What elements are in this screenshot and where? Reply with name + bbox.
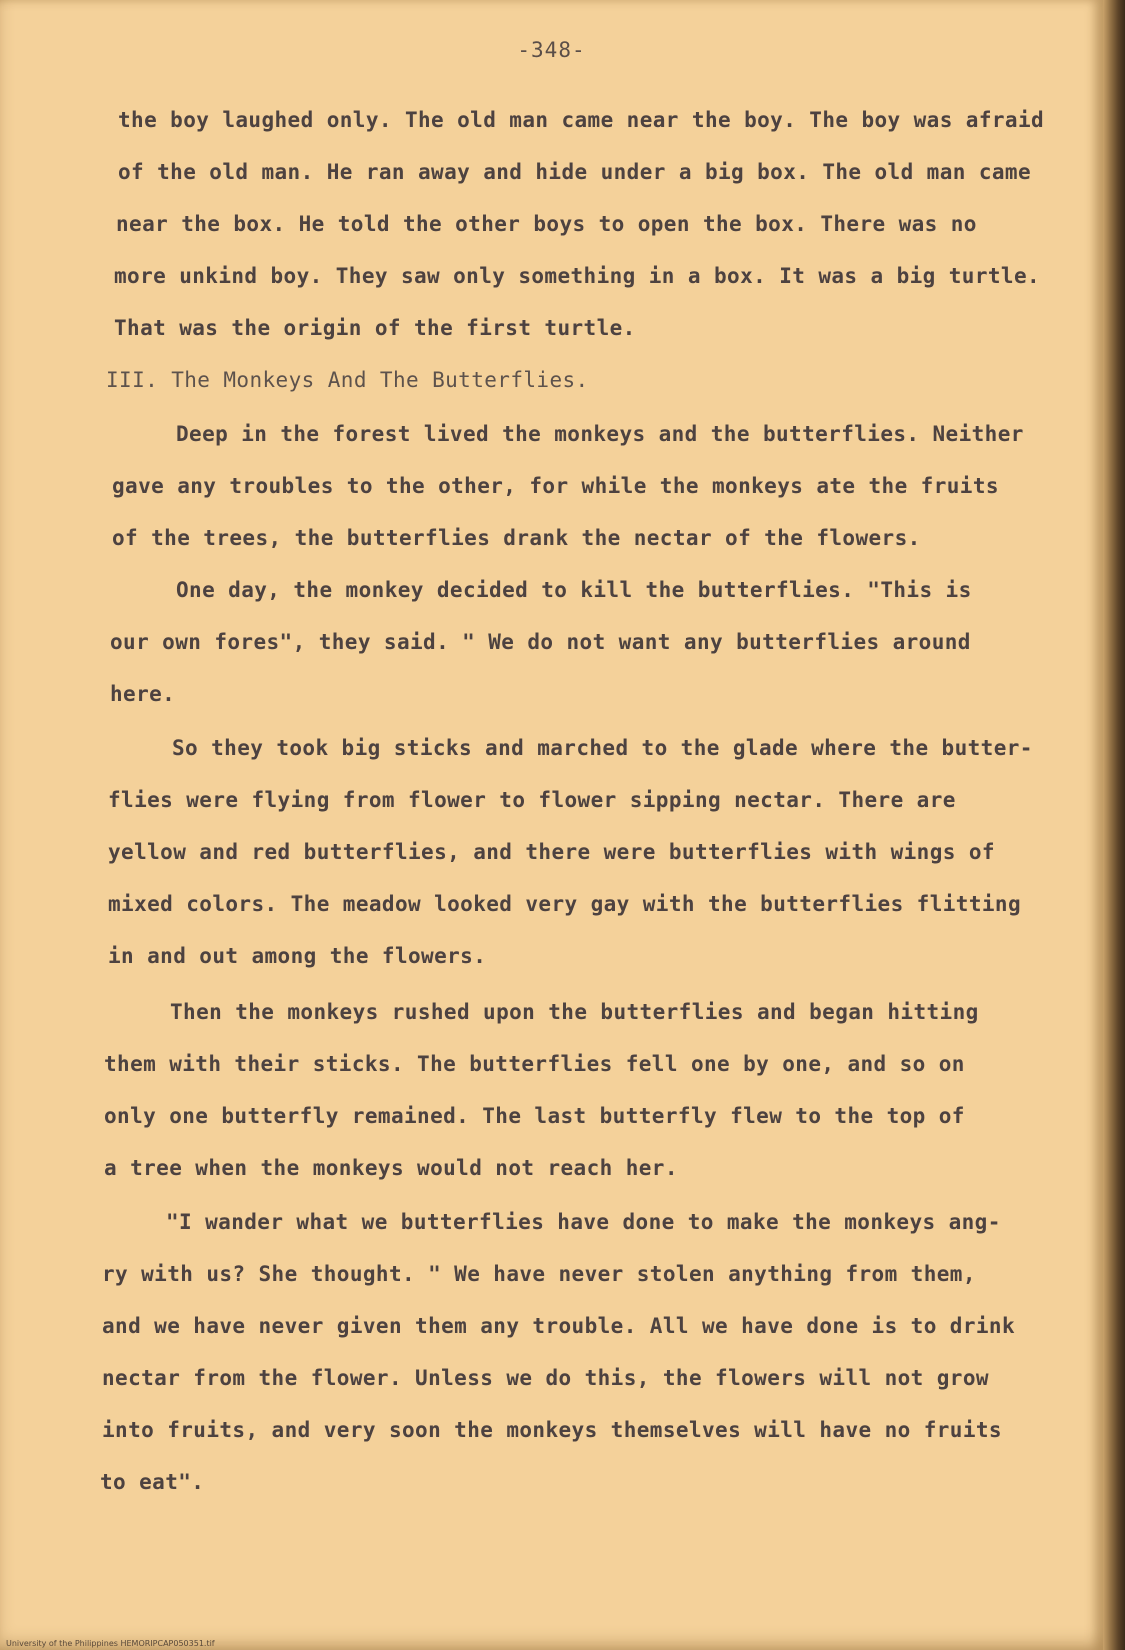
text-line: So they took big sticks and marched to the glade where the butter- xyxy=(172,736,1033,760)
text-line: Then the monkeys rushed upon the butterflies and began hitting xyxy=(170,1000,979,1024)
text-line: nectar from the flower. Unless we do this, the flowers will not grow xyxy=(102,1366,989,1390)
text-line: in and out among the flowers. xyxy=(108,944,487,968)
text-line: "I wander what we butterflies have done to make the monkeys ang- xyxy=(166,1210,1001,1234)
text-line: ry with us? She thought. " We have never stolen anything from them, xyxy=(102,1262,976,1286)
text-line: and we have never given them any trouble. All we have done is to drink xyxy=(102,1314,1016,1338)
book-spine xyxy=(1103,0,1125,1650)
section-heading: III. The Monkeys And The Butterflies. xyxy=(106,368,589,392)
text-line: of the old man. He ran away and hide under a big box. The old man came xyxy=(118,160,1032,184)
text-line: mixed colors. The meadow looked very gay with the butterflies flitting xyxy=(108,892,1022,916)
text-line: a tree when the monkeys would not reach her. xyxy=(104,1156,678,1180)
text-line: only one butterfly remained. The last butterfly flew to the top of xyxy=(104,1104,965,1128)
text-line: That was the origin of the first turtle. xyxy=(114,316,636,340)
page-number: -348- xyxy=(517,38,586,62)
text-line: to eat". xyxy=(100,1470,205,1494)
text-line: the boy laughed only. The old man came near the boy. The boy was afraid xyxy=(118,108,1045,132)
text-line: near the box. He told the other boys to open the box. There was no xyxy=(116,212,977,236)
text-line: our own fores", they said. " We do not want any butterflies around xyxy=(110,630,971,654)
text-line: of the trees, the butterflies drank the nectar of the flowers. xyxy=(112,526,921,550)
text-line: here. xyxy=(110,682,176,706)
text-line: them with their sticks. The butterflies fell one by one, and so on xyxy=(104,1052,965,1076)
text-line: One day, the monkey decided to kill the butterflies. "This is xyxy=(176,578,972,602)
scan-footer: University of the Philippines HEMORIPCAP050351.tif xyxy=(6,1639,215,1648)
text-line: into fruits, and very soon the monkeys themselves will have no fruits xyxy=(102,1418,1002,1442)
text-line: yellow and red butterflies, and there were butterflies with wings of xyxy=(108,840,995,864)
text-line: more unkind boy. They saw only something in a box. It was a big turtle. xyxy=(114,264,1041,288)
text-line: flies were flying from flower to flower sipping nectar. There are xyxy=(108,788,956,812)
text-line: Deep in the forest lived the monkeys and the butterflies. Neither xyxy=(176,422,1024,446)
text-line: gave any troubles to the other, for while the monkeys ate the fruits xyxy=(112,474,999,498)
